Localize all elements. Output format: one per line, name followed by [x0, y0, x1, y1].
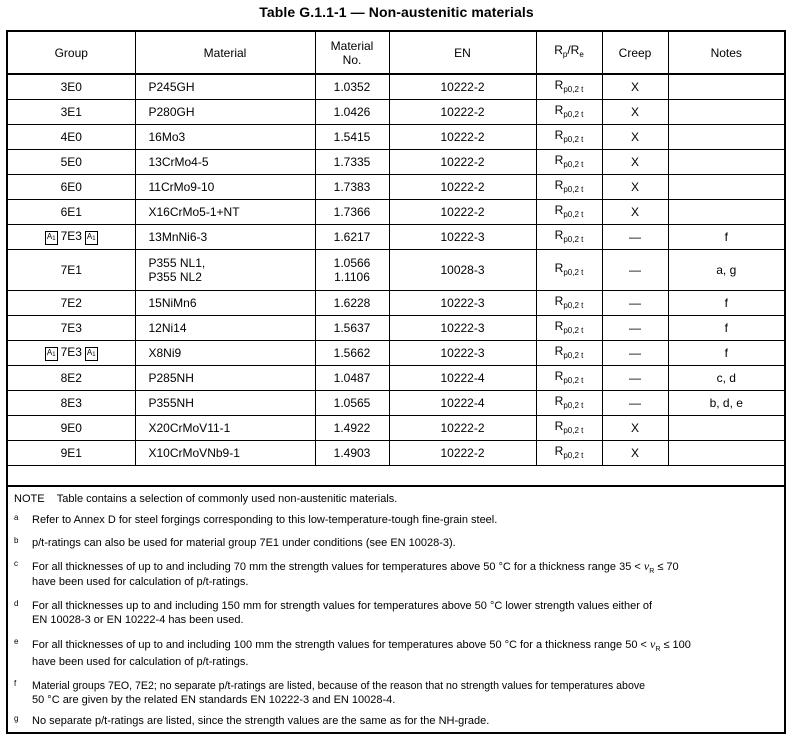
material-number: 1.5662	[333, 346, 371, 360]
material-name: X20CrMoV11-1	[148, 421, 231, 435]
rp-symbol: R	[554, 418, 564, 433]
material-name: X8Ni9	[148, 346, 182, 360]
table-row	[8, 316, 784, 341]
group-value: 8E2	[60, 371, 82, 385]
notes-value: a, g	[716, 263, 737, 277]
cell-group	[8, 225, 135, 250]
cell-group	[8, 316, 135, 341]
table-title: Table G.1.1-1 — Non-austenitic materials	[259, 4, 534, 20]
cell-material	[135, 225, 315, 250]
cell-group	[8, 125, 135, 150]
notes-value: f	[724, 346, 728, 360]
header-en: EN	[389, 32, 536, 74]
creep-value: —	[629, 230, 641, 244]
cell-notes	[668, 316, 784, 341]
cell-rp	[536, 416, 602, 441]
cell-notes	[668, 416, 784, 441]
footnote-e-mark: e	[14, 637, 19, 646]
amendment-letter: A	[46, 348, 53, 357]
cell-rp	[536, 291, 602, 316]
rp-subscript: p0,2 t	[563, 425, 584, 435]
notes-value: f	[724, 321, 728, 335]
cell-material	[135, 175, 315, 200]
amendment-letter: A	[46, 232, 53, 241]
cell-creep	[602, 175, 668, 200]
cell-en	[389, 416, 536, 441]
table-row	[8, 225, 784, 250]
material-name: 11CrMo9-10	[148, 180, 215, 194]
rp-subscript: p0,2 t	[563, 209, 584, 219]
material-name: 13CrMo4-5	[148, 155, 209, 169]
cell-material	[135, 291, 315, 316]
cell-rp	[536, 341, 602, 366]
table-row	[8, 150, 784, 175]
header-material-no-label: Material No.	[330, 38, 374, 67]
material-name: P355 NL1,	[148, 256, 206, 270]
cell-material-no	[315, 316, 389, 341]
footnote-c-mark: c	[14, 559, 18, 568]
cell-material-no	[315, 250, 389, 291]
footnote-f-mark: f	[14, 679, 17, 688]
creep-value: X	[630, 105, 639, 119]
en-standard: 10222-2	[440, 80, 485, 94]
cell-notes	[668, 291, 784, 316]
cell-group	[8, 366, 135, 391]
cell-material	[135, 316, 315, 341]
creep-value: —	[629, 296, 641, 310]
cell-creep	[602, 316, 668, 341]
rp-symbol: R	[554, 127, 564, 142]
rp-subscript: p0,2 t	[563, 375, 584, 385]
table-row	[8, 125, 784, 150]
amendment-letter: A	[86, 232, 93, 241]
header-notes: Notes	[668, 32, 784, 74]
cell-notes	[668, 441, 784, 466]
cell-creep	[602, 250, 668, 291]
cell-group	[8, 250, 135, 291]
footnote-f-line1: Material groups 7EO, 7E2; no separate p/t-ratings are listed, because of the reason that no strength values for temperatures above	[32, 680, 646, 692]
rp-symbol: R	[554, 368, 564, 383]
group-value: 3E0	[60, 80, 82, 94]
cell-rp	[536, 441, 602, 466]
cell-material	[135, 125, 315, 150]
rp-subscript: p0,2 t	[563, 450, 584, 460]
material-number: 1.7383	[333, 180, 371, 194]
creep-value: —	[629, 263, 641, 277]
table-row	[8, 366, 784, 391]
cell-creep	[602, 291, 668, 316]
footnote-e-line1: For all thicknesses of up to and including 100 mm the strength values for temperatures above 50 °C for a thickness range $50 < \nu_R \le 100$	[32, 637, 691, 653]
creep-value: X	[630, 180, 639, 194]
cell-creep	[602, 74, 668, 100]
cell-notes	[668, 100, 784, 125]
material-number: 1.0352	[333, 80, 371, 94]
footnote-c-line1: For all thicknesses of up to and including 70 mm the strength values for temperatures above 50 °C for a thickness range $35 < \nu_R \le 70$	[32, 559, 679, 575]
amendment-digit: 1	[92, 352, 96, 358]
rp-symbol: R	[554, 227, 564, 242]
header-material: Material	[135, 32, 315, 74]
cell-material	[135, 366, 315, 391]
rp-subscript: p0,2 t	[563, 267, 584, 277]
material-name: X16CrMo5-1+NT	[148, 205, 240, 219]
cell-rp	[536, 175, 602, 200]
amendment-end-icon	[85, 347, 98, 361]
group-value: 5E0	[60, 155, 82, 169]
en-standard: 10222-4	[440, 396, 485, 410]
rp-symbol: R	[554, 293, 564, 308]
rp-subscript: p0,2 t	[563, 159, 584, 169]
table-row	[8, 341, 784, 366]
creep-value: X	[630, 130, 639, 144]
en-standard: 10222-3	[440, 230, 485, 244]
cell-rp	[536, 74, 602, 100]
rp-symbol: R	[554, 343, 564, 358]
header-rp-re: $R_p/R_e$	[536, 32, 602, 74]
cell-notes	[668, 125, 784, 150]
group-value: 4E0	[60, 130, 82, 144]
cell-creep	[602, 150, 668, 175]
footnote-g-text: No separate p/t-ratings are listed, since the strength values are the same as for the NH-grade.	[32, 715, 490, 727]
rp-subscript: p0,2 t	[563, 400, 584, 410]
table-body	[8, 74, 784, 466]
rp-symbol: R	[554, 260, 564, 275]
table-note: NOTE Table contains a selection of commonly used non-austenitic materials.	[14, 493, 398, 505]
notes-value: b, d, e	[709, 396, 743, 410]
cell-notes	[668, 341, 784, 366]
footnote-d-mark: d	[14, 599, 19, 608]
cell-material-no	[315, 441, 389, 466]
cell-rp	[536, 200, 602, 225]
cell-material-no	[315, 225, 389, 250]
cell-material-no	[315, 150, 389, 175]
cell-rp	[536, 225, 602, 250]
cell-en	[389, 441, 536, 466]
material-number: 1.4922	[333, 421, 371, 435]
group-value: 7E3	[60, 345, 82, 359]
table-row	[8, 441, 784, 466]
cell-en	[389, 250, 536, 291]
material-number: 1.1106	[334, 270, 370, 284]
cell-rp	[536, 391, 602, 416]
group-value: 6E1	[60, 205, 82, 219]
table-row	[8, 100, 784, 125]
cell-material	[135, 416, 315, 441]
cell-material-no	[315, 175, 389, 200]
table-row	[8, 291, 784, 316]
creep-value: X	[630, 205, 639, 219]
en-standard: 10222-3	[440, 296, 485, 310]
cell-creep	[602, 225, 668, 250]
materials-table	[8, 32, 784, 466]
footnote-d-line2: EN 10028-3 or EN 10222-4 has been used.	[32, 614, 244, 626]
material-name: 12Ni14	[148, 321, 187, 335]
rp-symbol: R	[554, 152, 564, 167]
footnote-c-line2: have been used for calculation of p/t-ratings.	[32, 576, 249, 588]
table-frame	[6, 30, 786, 734]
cell-en	[389, 291, 536, 316]
cell-en	[389, 391, 536, 416]
cell-creep	[602, 341, 668, 366]
cell-material	[135, 74, 315, 100]
material-number: 1.7335	[333, 155, 371, 169]
rp-subscript: p0,2 t	[563, 109, 584, 119]
en-standard: 10222-2	[440, 446, 485, 460]
rp-symbol: R	[554, 77, 564, 92]
cell-group	[8, 100, 135, 125]
material-number: 1.0426	[333, 105, 371, 119]
cell-rp	[536, 125, 602, 150]
rp-subscript: p0,2 t	[563, 325, 584, 335]
cell-notes	[668, 250, 784, 291]
amendment-digit: 1	[52, 352, 56, 358]
cell-material	[135, 391, 315, 416]
cell-en	[389, 341, 536, 366]
amendment-end-icon	[85, 231, 98, 245]
cell-material	[135, 150, 315, 175]
rp-subscript: p0,2 t	[563, 184, 584, 194]
cell-group	[8, 175, 135, 200]
material-number: 1.5637	[333, 321, 371, 335]
rp-subscript: p0,2 t	[563, 300, 584, 310]
notes-value: f	[724, 296, 728, 310]
cell-rp	[536, 100, 602, 125]
group-value: 6E0	[60, 180, 82, 194]
cell-group	[8, 416, 135, 441]
cell-notes	[668, 150, 784, 175]
en-standard: 10222-3	[440, 346, 485, 360]
material-name: X10CrMoVNb9-1	[148, 446, 240, 460]
rp-symbol: R	[554, 318, 564, 333]
cell-rp	[536, 366, 602, 391]
amendment-digit: 1	[52, 236, 56, 242]
cell-notes	[668, 225, 784, 250]
cell-material-no	[315, 341, 389, 366]
cell-material	[135, 441, 315, 466]
footnote-e-line2: have been used for calculation of p/t-ratings.	[32, 656, 249, 668]
cell-group	[8, 200, 135, 225]
creep-value: X	[630, 155, 639, 169]
footnote-f-line2: 50 °C are given by the related EN standards EN 10222-3 and EN 10028-4.	[32, 694, 396, 706]
material-name: P355NH	[148, 396, 194, 410]
cell-group	[8, 150, 135, 175]
cell-rp	[536, 250, 602, 291]
material-number: 1.0566	[333, 256, 371, 270]
en-standard: 10222-4	[440, 371, 485, 385]
cell-en	[389, 316, 536, 341]
group-value: 9E1	[60, 446, 82, 460]
rp-subscript: p0,2 t	[563, 234, 584, 244]
cell-group	[8, 391, 135, 416]
creep-value: —	[629, 346, 641, 360]
rp-symbol: R	[554, 202, 564, 217]
material-number: 1.5415	[333, 130, 371, 144]
material-number: 1.0487	[333, 371, 371, 385]
material-name: P245GH	[148, 80, 195, 94]
material-name: 16Mo3	[148, 130, 186, 144]
en-standard: 10222-2	[440, 105, 485, 119]
amendment-start-icon	[45, 347, 58, 361]
rp-symbol: R	[554, 443, 564, 458]
cell-en	[389, 225, 536, 250]
table-row	[8, 175, 784, 200]
table-row	[8, 200, 784, 225]
footnote-b-text: p/t-ratings can also be used for material group 7E1 under conditions (see EN 10028-3).	[32, 537, 456, 549]
table-row	[8, 416, 784, 441]
table-row	[8, 74, 784, 100]
cell-creep	[602, 441, 668, 466]
amendment-start-icon	[45, 231, 58, 245]
cell-rp	[536, 150, 602, 175]
en-standard: 10222-2	[440, 130, 485, 144]
cell-material-no	[315, 125, 389, 150]
cell-en	[389, 366, 536, 391]
material-name: 15NiMn6	[148, 296, 197, 310]
footnote-a-text: Refer to Annex D for steel forgings corresponding to this low-temperature-tough fine-grain steel.	[32, 514, 498, 526]
creep-value: X	[630, 421, 639, 435]
material-number: 1.4903	[333, 446, 371, 460]
cell-material-no	[315, 74, 389, 100]
cell-creep	[602, 366, 668, 391]
rp-subscript: p0,2 t	[563, 350, 584, 360]
footnote-g-mark: g	[14, 714, 19, 723]
cell-material	[135, 341, 315, 366]
footnote-d-line1: For all thicknesses up to and including 150 mm for strength values for temperatures above 50 °C lower strength values either of	[32, 600, 653, 612]
material-number: 1.0565	[333, 396, 371, 410]
material-name: 13MnNi6-3	[148, 230, 208, 244]
cell-creep	[602, 125, 668, 150]
table-row	[8, 391, 784, 416]
creep-value: —	[629, 321, 641, 335]
group-value: 7E3	[60, 229, 82, 243]
cell-creep	[602, 200, 668, 225]
cell-creep	[602, 100, 668, 125]
cell-group	[8, 441, 135, 466]
creep-value: —	[629, 371, 641, 385]
group-value: 7E2	[60, 296, 82, 310]
creep-value: X	[630, 446, 639, 460]
group-value: 7E1	[60, 263, 82, 277]
cell-en	[389, 200, 536, 225]
rp-symbol: R	[554, 393, 564, 408]
cell-en	[389, 74, 536, 100]
amendment-letter: A	[86, 348, 93, 357]
group-value: 9E0	[60, 421, 82, 435]
en-standard: 10222-2	[440, 421, 485, 435]
footnote-a-mark: a	[14, 513, 19, 522]
creep-value: X	[630, 80, 639, 94]
cell-material	[135, 200, 315, 225]
cell-group	[8, 341, 135, 366]
en-standard: 10222-2	[440, 155, 485, 169]
notes-area	[8, 485, 784, 734]
cell-notes	[668, 74, 784, 100]
material-number: 1.6217	[333, 230, 371, 244]
cell-notes	[668, 200, 784, 225]
cell-en	[389, 100, 536, 125]
en-standard: 10222-2	[440, 180, 485, 194]
en-standard: 10028-3	[440, 263, 485, 277]
header-group: Group	[8, 32, 135, 74]
group-value: 7E3	[60, 321, 82, 335]
table-row	[8, 250, 784, 291]
cell-group	[8, 74, 135, 100]
material-name: P355 NL2	[148, 270, 202, 284]
en-standard: 10222-2	[440, 205, 485, 219]
material-name: P280GH	[148, 105, 195, 119]
amendment-digit: 1	[92, 236, 96, 242]
header-row	[8, 32, 784, 74]
cell-material-no	[315, 391, 389, 416]
group-value: 8E3	[60, 396, 82, 410]
cell-notes	[668, 391, 784, 416]
rp-subscript: p0,2 t	[563, 84, 584, 94]
cell-material	[135, 100, 315, 125]
cell-material-no	[315, 291, 389, 316]
material-name: P285NH	[148, 371, 194, 385]
rp-symbol: R	[554, 177, 564, 192]
material-number: 1.6228	[333, 296, 371, 310]
notes-value: c, d	[716, 371, 736, 385]
header-material-no	[315, 32, 389, 74]
header-creep: Creep	[602, 32, 668, 74]
creep-value: —	[629, 396, 641, 410]
cell-rp	[536, 316, 602, 341]
rp-subscript: p0,2 t	[563, 134, 584, 144]
cell-material-no	[315, 416, 389, 441]
cell-material-no	[315, 200, 389, 225]
cell-en	[389, 125, 536, 150]
cell-notes	[668, 366, 784, 391]
cell-material-no	[315, 366, 389, 391]
cell-en	[389, 150, 536, 175]
cell-en	[389, 175, 536, 200]
cell-material	[135, 250, 315, 291]
en-standard: 10222-3	[440, 321, 485, 335]
rp-symbol: R	[554, 102, 564, 117]
cell-creep	[602, 416, 668, 441]
group-value: 3E1	[60, 105, 82, 119]
notes-value: f	[724, 230, 728, 244]
cell-notes	[668, 175, 784, 200]
cell-creep	[602, 391, 668, 416]
footnote-b-mark: b	[14, 536, 19, 545]
cell-group	[8, 291, 135, 316]
material-number: 1.7366	[333, 205, 371, 219]
cell-material-no	[315, 100, 389, 125]
